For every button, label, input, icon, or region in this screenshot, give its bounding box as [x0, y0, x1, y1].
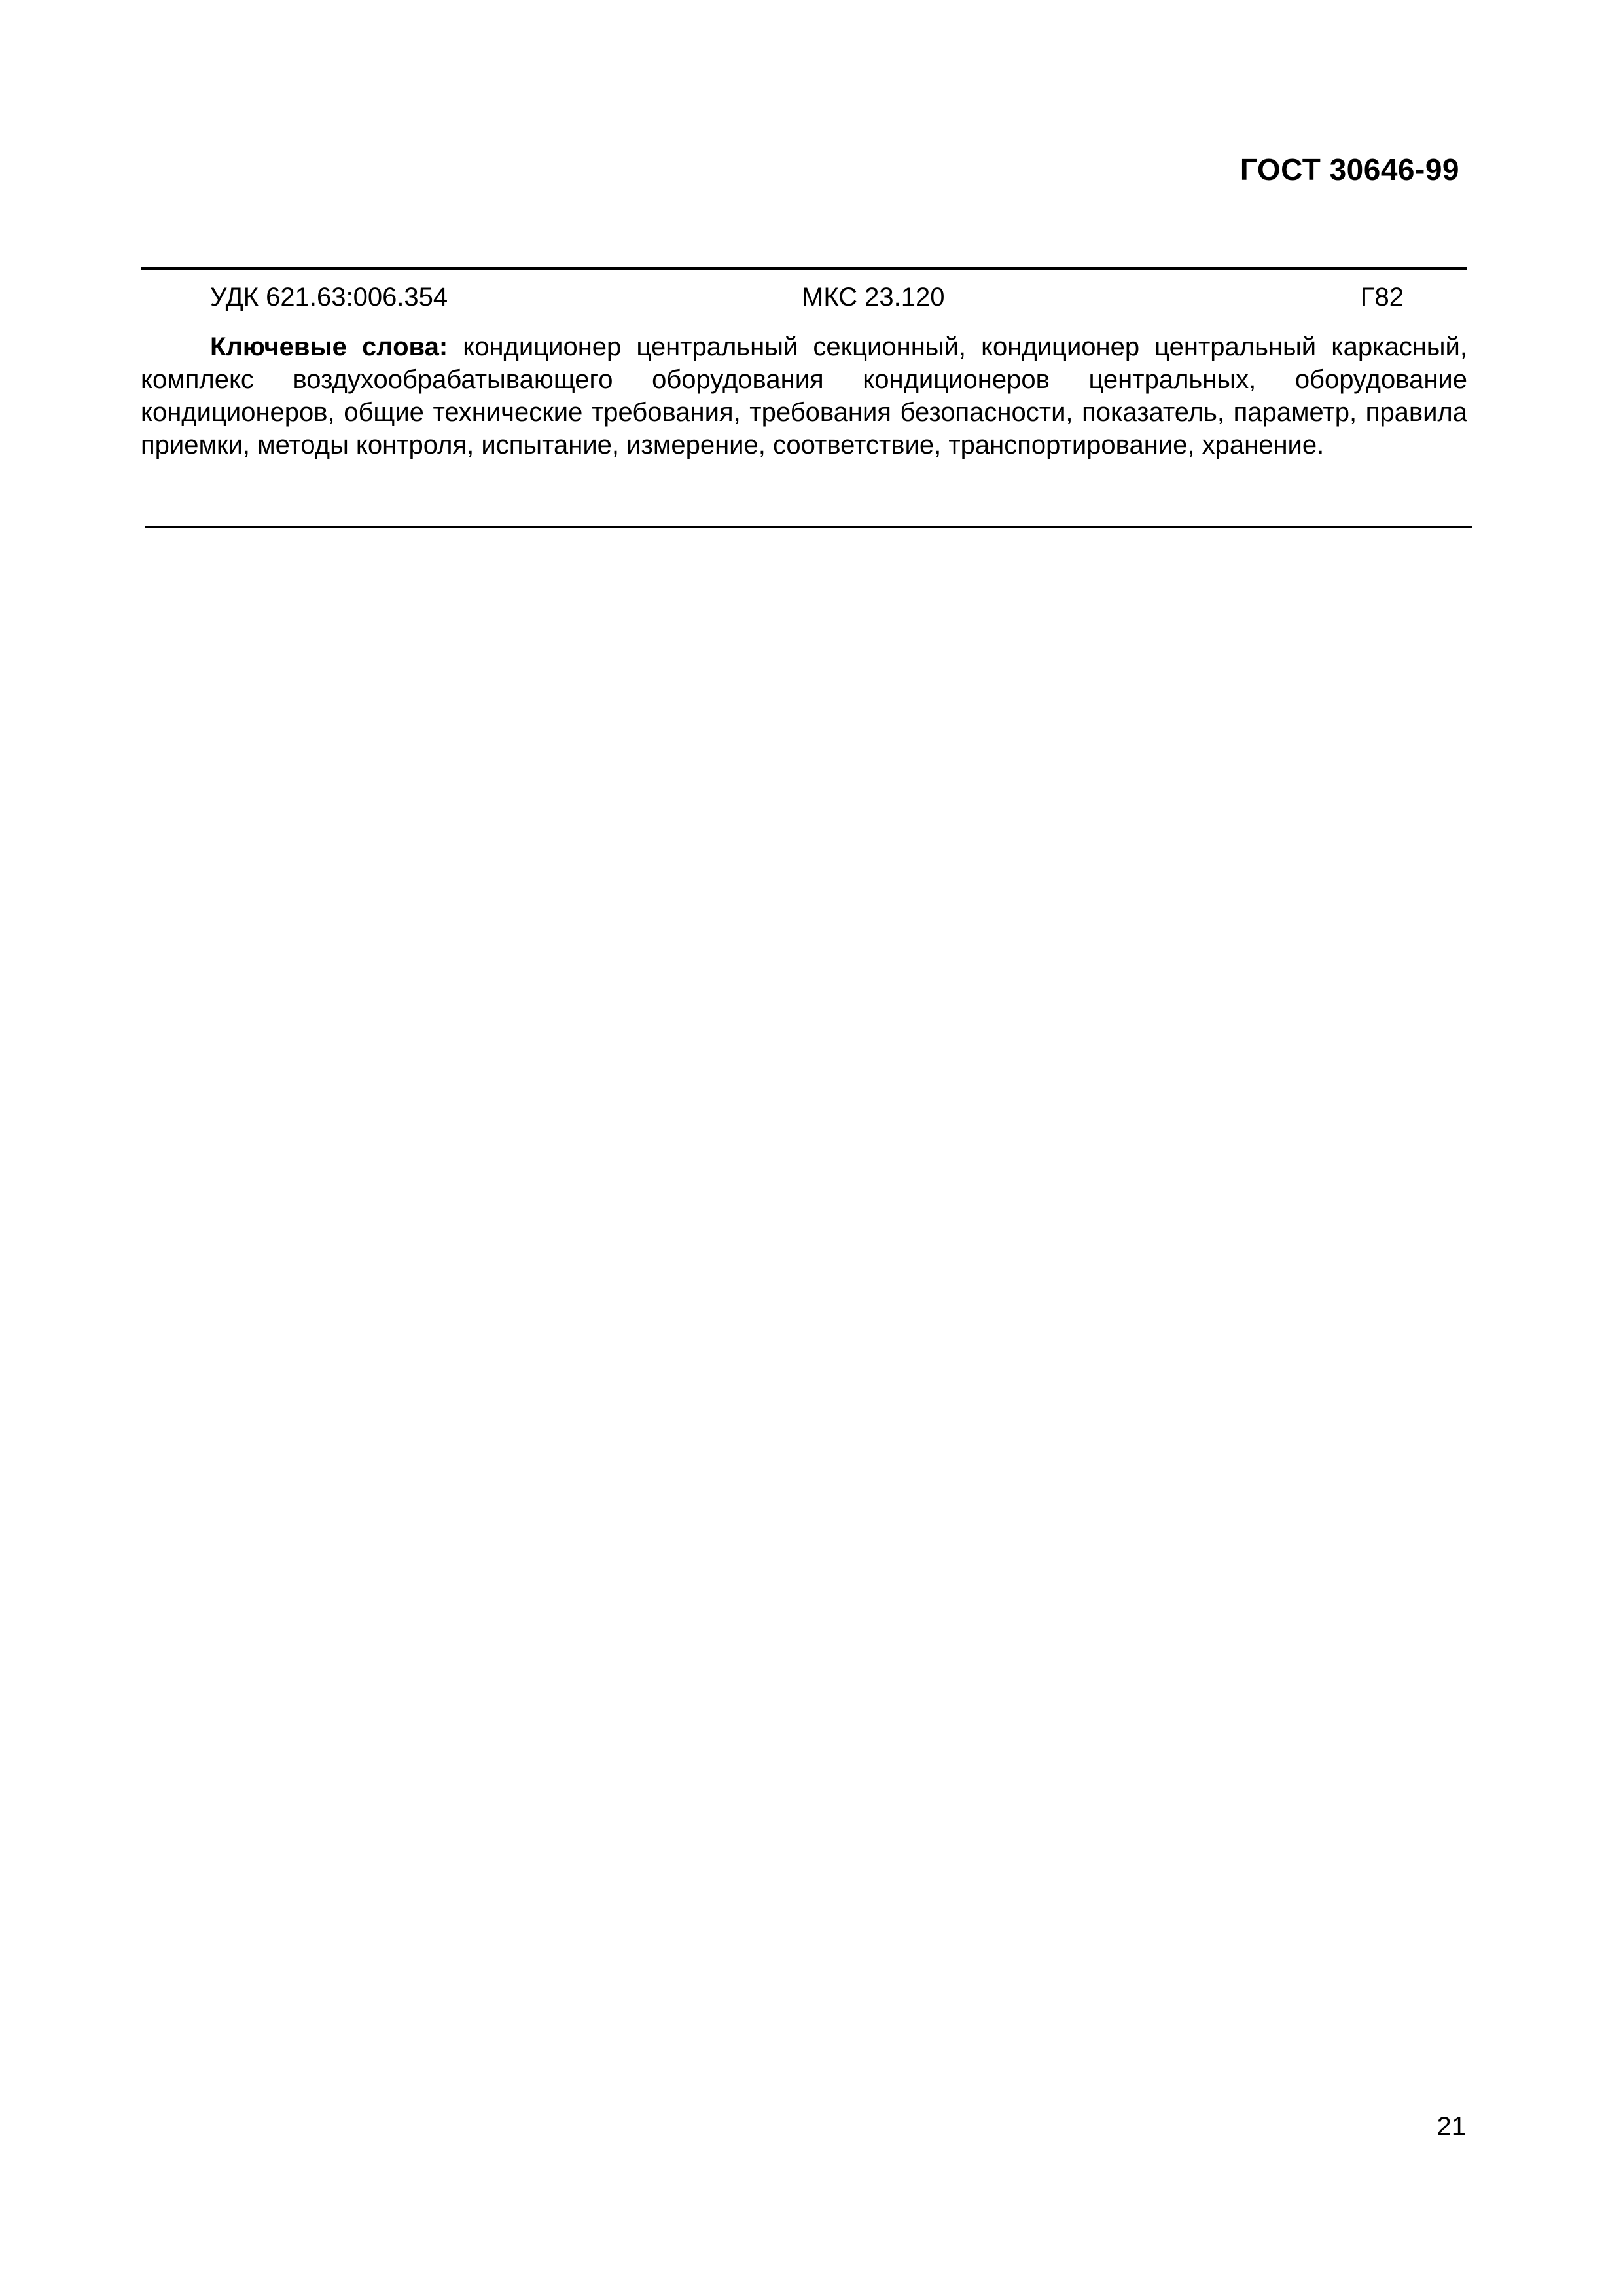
page-number: 21	[1436, 2112, 1466, 2141]
keywords-paragraph	[141, 331, 1467, 461]
bottom-divider	[145, 526, 1472, 528]
udk-code: УДК 621.63:006.354	[210, 283, 448, 312]
top-divider	[141, 267, 1467, 270]
keywords-label: Ключевые слова:	[210, 332, 448, 361]
classification-code: Г82	[1360, 283, 1404, 312]
classifier-row	[141, 283, 1467, 322]
mks-code: МКС 23.120	[802, 283, 945, 312]
standard-id-header: ГОСТ 30646-99	[1240, 152, 1459, 187]
keywords-text: кондиционер центральный секционный, кондиционер центральный каркасный, комплекс воздухообрабатывающего оборудования кондиционеров центральных, оборудование кондиционеров, общие технические требования, требования безопасности, показатель, параметр, правила приемки, методы контроля, испытание, измерение, соответствие, транспортирование, хранение.	[141, 332, 1467, 459]
